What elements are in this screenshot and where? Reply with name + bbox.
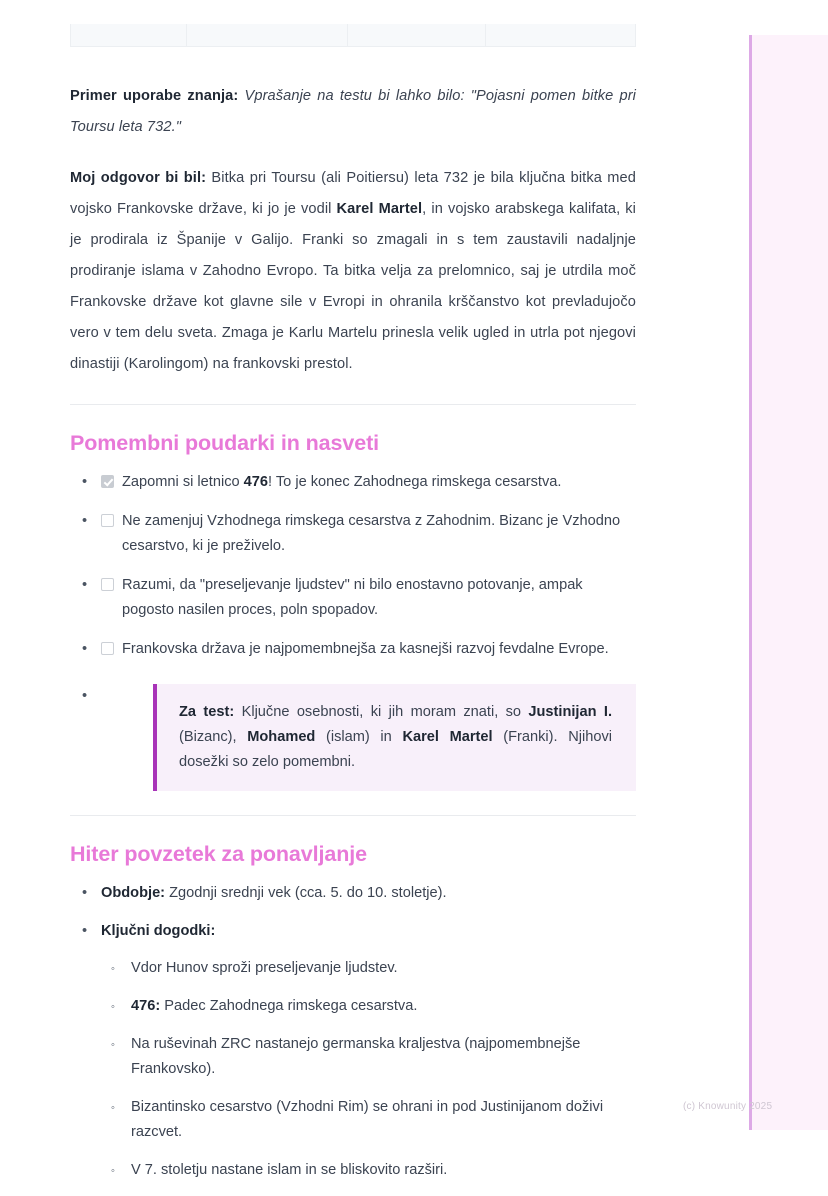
bullet-icon: • [82,922,88,939]
bullet-circle-icon: ◦ [111,1164,115,1177]
callout-part4: (Franki). Njihovi dosežki so zelo pomembni. [179,728,612,770]
summary-label-period: Obdobje: [101,884,166,901]
bullet-icon: • [82,884,88,901]
answer-label: Moj odgovor bi bil: [70,169,207,186]
bullet-icon: • [82,473,88,490]
answer-paragraph [70,163,636,380]
list-item [70,881,636,906]
example-usage-label: Primer uporabe znanja: [70,87,239,104]
callout-part2: (Bizanc), [179,728,248,745]
bullet-icon: • [82,512,88,529]
tip-text-bold: 476 [243,473,269,490]
table-cell [486,24,636,46]
callout-part3: (islam) in [315,728,403,745]
callout-part1: Ključne osebnosti, ki jih moram znati, so [234,703,529,720]
callout-bold-mohamed: Mohamed [247,728,316,745]
list-item [70,509,636,559]
callout-label: Za test: [179,703,235,720]
bullet-circle-icon: ◦ [111,1000,115,1013]
tip-text-pre: Zapomni si letnico [122,473,244,490]
table-cell [347,24,485,46]
example-usage-paragraph [70,81,636,143]
list-item [70,573,636,623]
example-usage-text: Vprašanje na testu bi lahko bilo: "Pojasni pomen bitke pri Toursu leta 732." [70,87,636,135]
sub-item-label: 476: [131,997,161,1014]
sub-item-text: V 7. stoletju nastane islam in se bliskovito razširi. [131,1161,448,1178]
tip-text-pre: Frankovska država je najpomembnejša za kasnejši razvoj fevdalne Evrope. [122,640,609,657]
checkbox-icon[interactable] [101,514,114,527]
checkbox-icon[interactable] [101,475,114,488]
summary-sublist [101,956,636,1183]
table-fragment [70,24,636,47]
divider [70,815,636,816]
sub-item-text: Padec Zahodnega rimskega cesarstva. [160,997,418,1014]
section-heading-tips: Pomembni poudarki in nasveti [70,430,380,455]
exam-tip-callout [153,684,636,791]
summary-list [70,881,636,1183]
list-item [70,919,636,1183]
bullet-circle-icon: ◦ [111,962,115,975]
sub-item-text: Na ruševinah ZRC nastanejo germanska kraljestva (najpomembnejše Frankovsko). [131,1035,581,1077]
list-item [101,956,636,981]
list-item [101,1158,636,1183]
sub-item-text: Bizantinsko cesarstvo (Vzhodni Rim) se ohrani in pod Justinijanom doživi razcvet. [131,1098,604,1140]
answer-bold-karel-martel: Karel Martel [336,200,423,217]
list-item [101,1095,636,1145]
bullet-icon: • [82,640,88,657]
bullet-circle-icon: ◦ [111,1038,115,1051]
list-item [70,637,636,662]
tip-text-pre: Razumi, da "preseljevanje ljudstev" ni bilo enostavno potovanje, ampak pogosto nasilen proces, poln spopadov. [122,576,583,618]
tips-checkbox-list [70,470,636,791]
bullet-icon: • [82,687,88,704]
answer-text-part1: Bitka pri Toursu (ali Poitiersu) leta 732 je bila ključna bitka med vojsko Frankovske države, ki jo je vodil [70,169,636,217]
callout-list-item [70,684,636,791]
summary-text-period: Zgodnji srednji vek (cca. 5. do 10. stoletje). [165,884,447,901]
list-item [101,994,636,1019]
list-item [70,470,636,495]
table-row [71,24,636,46]
bullet-icon: • [82,576,88,593]
sub-item-text: Vdor Hunov sproži preseljevanje ljudstev. [131,959,398,976]
summary-label-events: Ključni dogodki: [101,922,216,939]
watermark: (c) Knowunity 2025 [683,1101,773,1112]
callout-bold-justinijan: Justinijan I. [528,703,613,720]
answer-text-part2: , in vojsko arabskega kalifata, ki je prodirala iz Španije v Galijo. Franki so zmagali in s tem zaustavili nadaljnje prodiranje islama v Zahodno Evropo. Ta bitka velja za prelomnico, saj je utrdila moč Frankovske države kot glavne sile v Evropi in ohranila krščanstvo kot prevladujočo vero v tem delu sveta. Zmaga je Karlu Martelu prinesla velik ugled in utrla pot njegovi dinastiji (Karolingom) na frankovski prestol. [70,200,636,372]
section-heading-summary: Hiter povzetek za ponavljanje [70,841,367,866]
list-item [101,1032,636,1082]
table-cell [186,24,347,46]
table-cell [71,24,187,46]
callout-text [179,700,612,775]
decorative-side-panel [749,35,828,1130]
bullet-circle-icon: ◦ [111,1101,115,1114]
tip-text-pre: Ne zamenjuj Vzhodnega rimskega cesarstva z Zahodnim. Bizanc je Vzhodno cesarstvo, ki je preživelo. [122,512,621,554]
divider [70,404,636,405]
checkbox-icon[interactable] [101,642,114,655]
callout-bold-karel-martel: Karel Martel [402,728,493,745]
tip-text-post: ! To je konec Zahodnega rimskega cesarstva. [268,473,562,490]
checkbox-icon[interactable] [101,578,114,591]
